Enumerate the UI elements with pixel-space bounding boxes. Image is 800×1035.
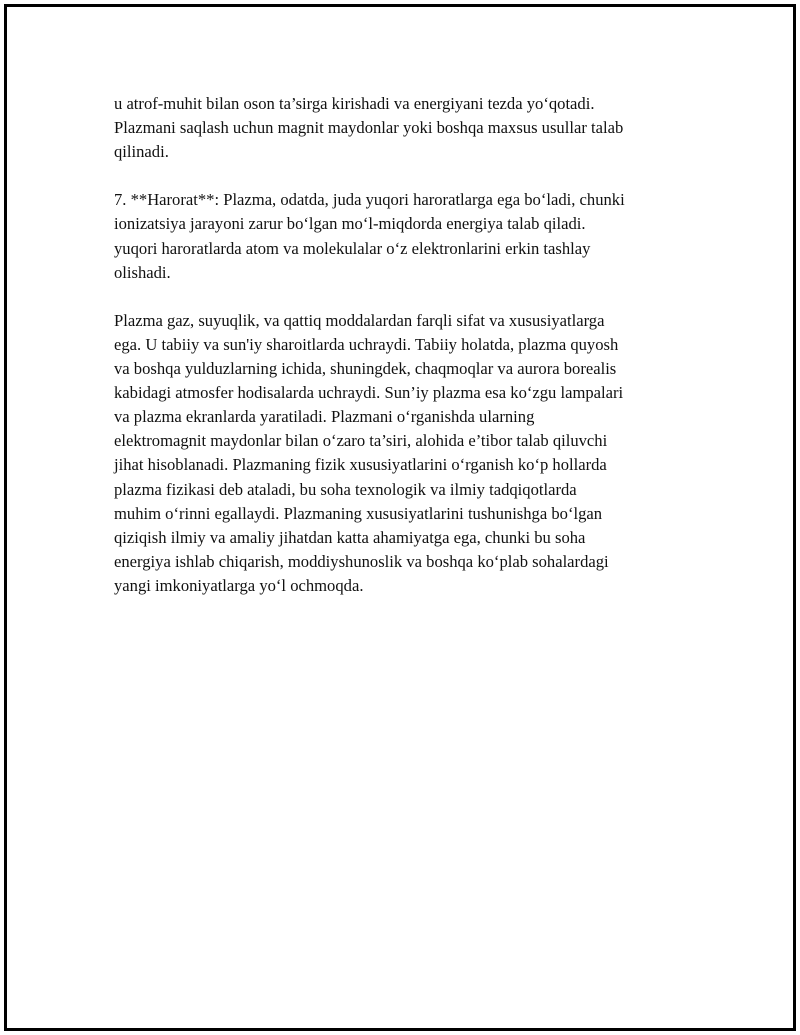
document-body — [114, 92, 689, 622]
paragraph-harorat: 7. **Harorat**: Plazma, odatda, juda yuqori haroratlarga ega bo‘ladi, chunki ionizatsiya jarayoni zarur bo‘lgan mo‘l-miqdorda energiya talab qiladi. yuqori haroratlarda atom va molekulalar o‘z elektronlarini erkin tashlay olishadi. — [114, 190, 625, 282]
paragraph-summary: Plazma gaz, suyuqlik, va qattiq moddalardan farqli sifat va xususiyatlarga ega. U tabiiy va sun'iy sharoitlarda uchraydi. Tabiiy holatda, plazma quyosh va boshqa yulduzlarning ichida, shuningdek, chaqmoqlar va aurora borealis kabidagi atmosfer hodisalarda uchraydi. Sun’iy plazma esa ko‘zgu lampalari va plazma ekranlarda yaratiladi. Plazmani o‘rganishda ularning elektromagnit maydonlar bilan o‘zaro ta’siri, alohida e’tibor talab qiluvchi jihat hisoblanadi. Plazmaning fizik xususiyatlarini o‘rganish ko‘p hollarda plazma fizikasi deb ataladi, bu soha texnologik va ilmiy tadqiqotlarda muhim o‘rinni egallaydi. Plazmaning xususiyatlarini tushunishga bo‘lgan qiziqish ilmiy va amaliy jihatdan katta ahamiyatga ega, chunki bu soha energiya ishlab chiqarish, moddiyshunoslik va boshqa ko‘plab sohalardagi yangi imkoniyatlarga yo‘l ochmoqda. — [114, 310, 624, 595]
paragraph-continuation: u atrof-muhit bilan oson ta’sirga kirishadi va energiyani tezda yo‘qotadi. Plazmani saqlash uchun magnit maydonlar yoki boshqa maxsus usullar talab qilinadi. — [114, 94, 624, 162]
